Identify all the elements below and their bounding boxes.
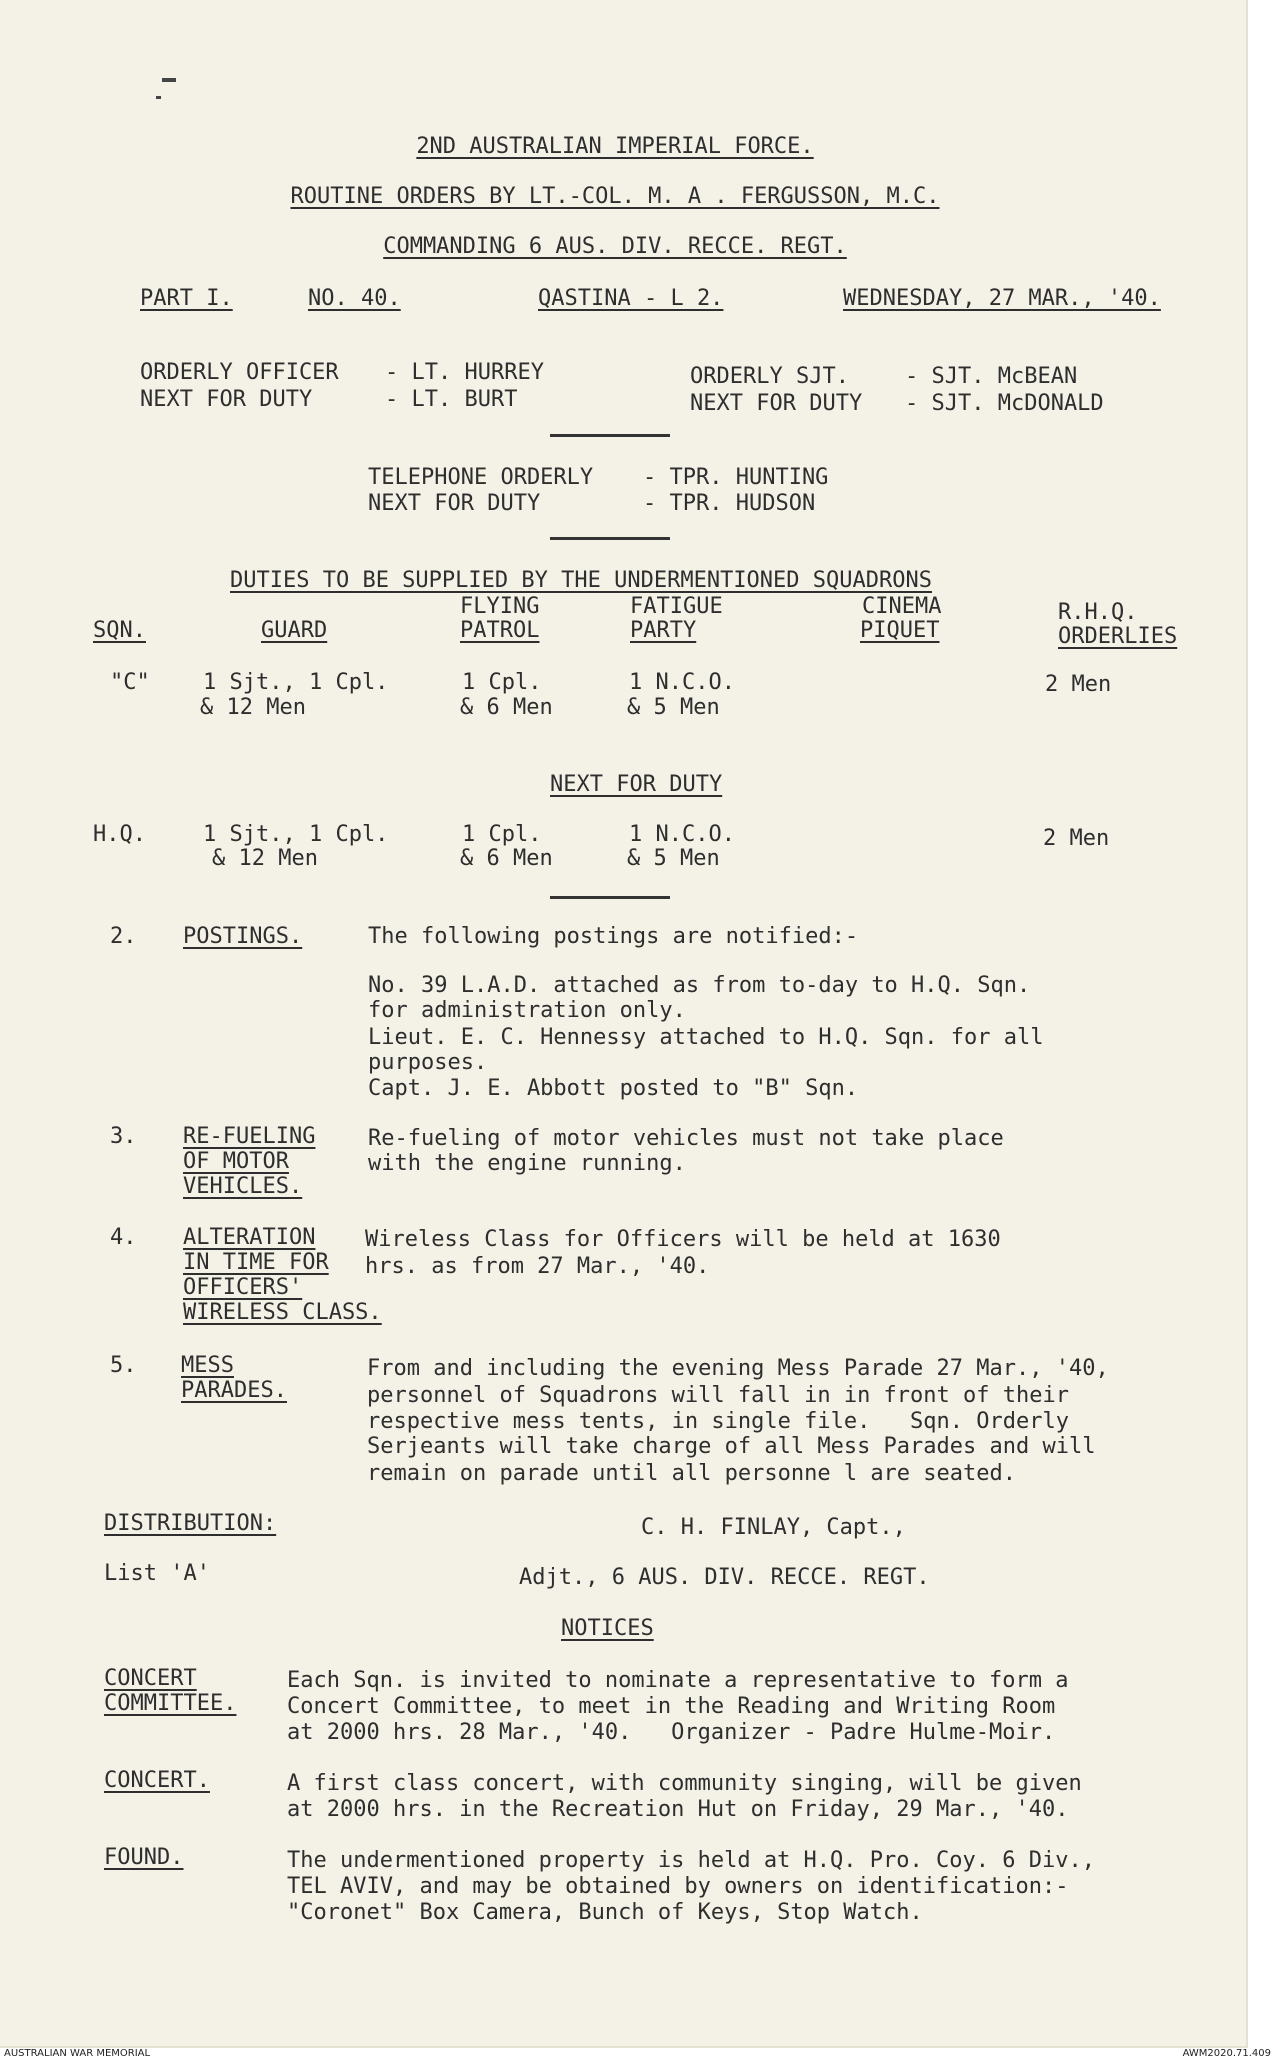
item-2-line: purposes. xyxy=(368,1050,488,1075)
ink-mark xyxy=(156,96,161,99)
col-header-rhq-1: R.H.Q. xyxy=(1058,600,1138,625)
col-header-guard: GUARD xyxy=(261,618,328,643)
notice-heading: FOUND. xyxy=(104,1845,184,1870)
next-row-rhq: 2 Men xyxy=(1043,826,1110,851)
duties-title: DUTIES TO BE SUPPLIED BY THE UNDERMENTIONED SQUADRONS xyxy=(230,568,932,593)
next-row-fatigue-1: 1 N.C.O. xyxy=(629,822,735,847)
part-number: PART I. xyxy=(140,286,233,311)
order-place: QASTINA - L 2. xyxy=(538,286,724,311)
item-3-heading: VEHICLES. xyxy=(183,1174,303,1199)
orderly-sjt-next-label: NEXT FOR DUTY xyxy=(690,391,863,416)
header-line-3: COMMANDING 6 AUS. DIV. RECCE. REGT. xyxy=(383,234,847,259)
item-5-line: personnel of Squadrons will fall in in front of their xyxy=(367,1383,1069,1408)
notice-heading: COMMITTEE. xyxy=(104,1691,237,1716)
item-2-heading: POSTINGS. xyxy=(183,924,303,949)
notice-line: at 2000 hrs. 28 Mar., '40. Organizer - Padre Hulme-Moir. xyxy=(287,1720,1056,1745)
item-5-heading: MESS xyxy=(181,1353,234,1378)
orderly-sjt-value: - SJT. McBEAN xyxy=(905,364,1078,389)
orderly-sjt-label: ORDERLY SJT. xyxy=(690,364,849,389)
footer-right: AWM2020.71.409 xyxy=(1182,2048,1271,2059)
notice-line: "Coronet" Box Camera, Bunch of Keys, Stop Watch. xyxy=(287,1900,923,1925)
item-4-heading: WIRELESS CLASS. xyxy=(183,1300,382,1325)
item-3-heading: RE-FUELING xyxy=(183,1124,316,1149)
header-line-2: ROUTINE ORDERS BY LT.-COL. M. A . FERGUSSON, M.C. xyxy=(290,184,940,209)
item-4-number: 4. xyxy=(110,1225,137,1250)
next-row-sqn: H.Q. xyxy=(93,822,146,847)
next-row-guard-2: & 12 Men xyxy=(212,846,318,871)
header-line-1: 2ND AUSTRALIAN IMPERIAL FORCE. xyxy=(416,134,814,159)
next-for-duty-title: NEXT FOR DUTY xyxy=(550,772,723,797)
item-4-line: hrs. as from 27 Mar., '40. xyxy=(365,1254,710,1279)
item-3-line: with the engine running. xyxy=(368,1151,686,1176)
notice-line: TEL AVIV, and may be obtained by owners on identification:- xyxy=(287,1874,1069,1899)
item-5-number: 5. xyxy=(110,1353,137,1378)
divider xyxy=(550,896,670,899)
duty-row-rhq: 2 Men xyxy=(1045,672,1112,697)
col-header-rhq-2: ORDERLIES xyxy=(1058,624,1178,649)
duty-row-sqn: "C" xyxy=(110,670,150,695)
duty-row-guard-1: 1 Sjt., 1 Cpl. xyxy=(203,670,389,695)
item-5-line: From and including the evening Mess Parade 27 Mar., '40, xyxy=(367,1356,1109,1381)
col-header-fatigue-2: PARTY xyxy=(630,618,697,643)
notice-line: Each Sqn. is invited to nominate a representative to form a xyxy=(287,1668,1069,1693)
order-number: NO. 40. xyxy=(308,286,401,311)
item-5-line: remain on parade until all personne l are seated. xyxy=(367,1461,1017,1486)
next-row-guard-1: 1 Sjt., 1 Cpl. xyxy=(203,822,389,847)
signature-name: C. H. FINLAY, Capt., xyxy=(641,1515,906,1540)
col-header-cinema-1: CINEMA xyxy=(862,594,942,619)
item-4-heading: ALTERATION xyxy=(183,1225,316,1250)
notice-line: The undermentioned property is held at H.Q. Pro. Coy. 6 Div., xyxy=(287,1848,1095,1873)
orderly-officer-next-label: NEXT FOR DUTY xyxy=(140,387,313,412)
item-2-line: No. 39 L.A.D. attached as from to-day to H.Q. Sqn. xyxy=(368,973,1031,998)
divider xyxy=(550,537,670,540)
footer-left: AUSTRALIAN WAR MEMORIAL xyxy=(4,2048,151,2059)
item-5-line: respective mess tents, in single file. Sqn. Orderly xyxy=(367,1409,1069,1434)
next-row-fatigue-2: & 5 Men xyxy=(627,846,720,871)
divider xyxy=(550,434,670,437)
col-header-cinema-2: PIQUET xyxy=(860,618,940,643)
item-3-heading: OF MOTOR xyxy=(183,1149,289,1174)
col-header-sqn: SQN. xyxy=(93,618,146,643)
item-5-heading: PARADES. xyxy=(181,1378,287,1403)
notice-heading: CONCERT. xyxy=(104,1768,210,1793)
orderly-officer-next-value: - LT. BURT xyxy=(385,387,518,412)
notice-line: at 2000 hrs. in the Recreation Hut on Friday, 29 Mar., '40. xyxy=(287,1797,1069,1822)
item-2-line: The following postings are notified:- xyxy=(368,924,859,949)
notice-heading: CONCERT xyxy=(104,1666,197,1691)
orderly-officer-label: ORDERLY OFFICER xyxy=(140,360,339,385)
next-row-flying-2: & 6 Men xyxy=(460,846,553,871)
ink-mark xyxy=(162,78,176,82)
orderly-officer-value: - LT. HURREY xyxy=(385,360,544,385)
item-4-heading: IN TIME FOR xyxy=(183,1250,329,1275)
telephone-next-value: - TPR. HUDSON xyxy=(643,491,816,516)
duty-row-flying-2: & 6 Men xyxy=(460,695,553,720)
item-5-line: Serjeants will take charge of all Mess Parades and will xyxy=(367,1434,1096,1459)
notice-line: Concert Committee, to meet in the Reading and Writing Room xyxy=(287,1694,1056,1719)
next-row-flying-1: 1 Cpl. xyxy=(462,822,542,847)
distribution-label: DISTRIBUTION: xyxy=(104,1511,277,1536)
item-3-line: Re-fueling of motor vehicles must not take place xyxy=(368,1126,1004,1151)
item-2-line: Capt. J. E. Abbott posted to "B" Sqn. xyxy=(368,1076,859,1101)
item-2-line: Lieut. E. C. Hennessy attached to H.Q. Sqn. for all xyxy=(368,1025,1044,1050)
item-2-number: 2. xyxy=(110,924,137,949)
telephone-next-label: NEXT FOR DUTY xyxy=(368,491,541,516)
order-date: WEDNESDAY, 27 MAR., '40. xyxy=(843,286,1161,311)
duty-row-fatigue-2: & 5 Men xyxy=(627,695,720,720)
telephone-orderly-value: - TPR. HUNTING xyxy=(643,465,829,490)
item-4-line: Wireless Class for Officers will be held at 1630 xyxy=(365,1227,1001,1252)
duty-row-fatigue-1: 1 N.C.O. xyxy=(629,670,735,695)
notices-title: NOTICES xyxy=(561,1616,654,1641)
duty-row-guard-2: & 12 Men xyxy=(200,695,306,720)
notice-line: A first class concert, with community singing, will be given xyxy=(287,1771,1082,1796)
col-header-fatigue-1: FATIGUE xyxy=(630,594,723,619)
item-2-line: for administration only. xyxy=(368,998,686,1023)
col-header-flying-1: FLYING xyxy=(460,594,540,619)
orderly-sjt-next-value: - SJT. McDONALD xyxy=(905,391,1104,416)
col-header-flying-2: PATROL xyxy=(460,618,540,643)
signature-title: Adjt., 6 AUS. DIV. RECCE. REGT. xyxy=(519,1565,930,1590)
item-4-heading: OFFICERS' xyxy=(183,1275,303,1300)
distribution-list: List 'A' xyxy=(104,1561,210,1586)
telephone-orderly-label: TELEPHONE ORDERLY xyxy=(368,465,594,490)
item-3-number: 3. xyxy=(110,1124,137,1149)
duty-row-flying-1: 1 Cpl. xyxy=(462,670,542,695)
